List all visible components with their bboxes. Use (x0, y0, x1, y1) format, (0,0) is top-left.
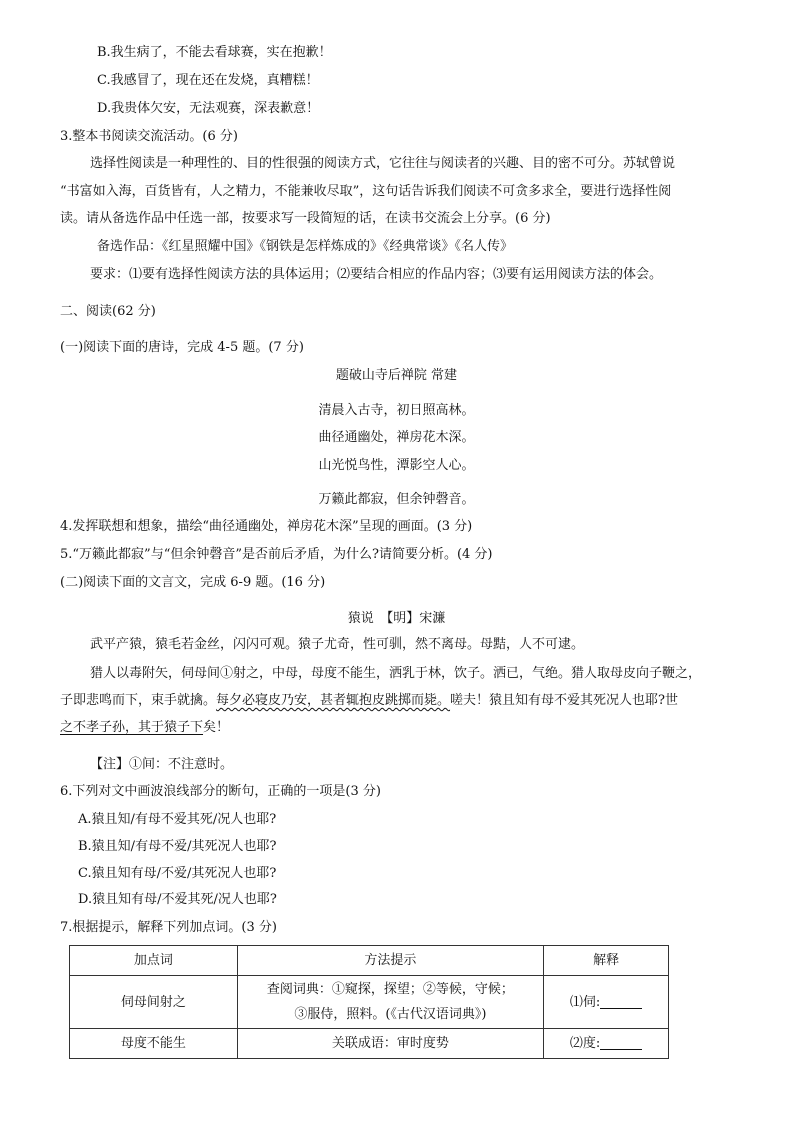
header-word: 加点词 (70, 946, 238, 976)
q3-para-line-3: 读。请从备选作品中任选一部，按要求写一段简短的话，在读书交流会上分享。(6 分) (60, 211, 551, 226)
row-word: 母度不能生 (70, 1029, 238, 1059)
section-heading: 二、阅读(62 分) (60, 304, 156, 319)
answer-label: ⑵度: (569, 1036, 601, 1051)
q6-option-a: A.猿且知/有母不爱其死/况人也耶? (78, 812, 277, 827)
q2-option-d: D.我贵体欠安，无法观赛，深表歉意！ (97, 101, 320, 116)
row-hint (237, 976, 543, 1029)
poem-line-2: 曲径通幽处，禅房花木深。 (318, 430, 475, 445)
passage-note: 【注】①间：不注意时。 (90, 757, 234, 772)
row-answer (544, 1029, 669, 1059)
q3-para-line-1: 选择性阅读是一种理性的、目的性很强的阅读方式，它往往与阅读者的兴趣、目的密不可分。苏轼曾说 (90, 156, 676, 171)
passage-text: 子即悲鸣而下，束手就擒。 (60, 693, 217, 708)
q6-option-d: D.猿且知有母/不爱其死/况人也耶? (78, 892, 277, 907)
passage-text: 矣！ (203, 720, 230, 735)
table-row (70, 976, 669, 1029)
answer-blank[interactable] (600, 996, 642, 1009)
table-row (70, 1029, 669, 1059)
row-word: 伺母间射之 (70, 976, 238, 1029)
answer-label: ⑴伺: (569, 994, 601, 1010)
q6-option-c: C.猿且知有母/不爱/其死况人也耶? (78, 866, 277, 881)
poem-title: 题破山寺后禅院 常建 (335, 368, 458, 383)
q3-requirements: 要求：⑴要有选择性阅读方法的具体运用；⑵要结合相应的作品内容；⑶要有运用阅读方法的体会。 (90, 267, 663, 282)
question-7: 7.根据提示，解释下列加点词。(3 分) (60, 920, 277, 935)
passage-para-2-line-3 (60, 721, 229, 734)
q2-option-c: C.我感冒了，现在还在发烧，真糟糕！ (97, 73, 319, 88)
question-4: 4.发挥联想和想象，描绘“曲径通幽处，禅房花木深”呈现的画面。(3 分) (60, 519, 473, 534)
passage-text: 嗟夫！猿且知有母不爱其死况人也耶?世 (450, 693, 679, 708)
wavy-underlined-text: 每夕必寝皮乃安，甚者辄抱皮跳掷而毙。 (216, 693, 451, 708)
q6-option-b: B.猿且知/有母不爱/其死况人也耶? (78, 839, 277, 854)
passage-para-2-line-1: 猎人以毒附矢，伺母间①射之，中母，母度不能生，洒乳于林，饮子。洒已，气绝。猎人取母皮向子鞭之， (90, 666, 702, 681)
q3-para-line-2: “书富如入海，百货皆有，人之精力，不能兼收尽取”，这句话告诉我们阅读不可贪多求全，要进行选择性阅 (60, 184, 672, 199)
question-5: 5.“万籁此都寂”与“但余钟磬音”是否前后矛盾，为什么?请简要分析。(4 分) (60, 547, 493, 562)
poem-line-3: 山光悦鸟性，潭影空人心。 (318, 458, 475, 473)
q3-title: 3.整本书阅读交流活动。(6 分) (60, 129, 238, 144)
poem-line-1: 清晨入古寺，初日照高林。 (318, 403, 475, 418)
row-hint: 关联成语：审时度势 (237, 1029, 543, 1059)
header-answer: 解释 (544, 946, 669, 976)
passage-para-1: 武平产猿，猿毛若金丝，闪闪可观。猿子尤奇，性可驯，然不离母。母黠，人不可逮。 (90, 637, 585, 652)
answer-blank[interactable] (600, 1037, 642, 1050)
q3-works: 备选作品：《红星照耀中国》《钢铁是怎样炼成的》《经典常谈》《名人传》 (97, 239, 514, 254)
underlined-text: 之不孝子孙，其于猿子下 (60, 720, 204, 735)
hint-line: ③服侍，照料。(《古代汉语词典》) (294, 1007, 487, 1022)
q2-option-b: B.我生病了，不能去看球赛，实在抱歉！ (97, 45, 332, 60)
q7-table (69, 945, 669, 1059)
part1-heading: (一)阅读下面的唐诗，完成 4-5 题。(7 分) (60, 340, 304, 355)
header-hint: 方法提示 (237, 946, 543, 976)
table-header-row (70, 946, 669, 976)
poem-line-4: 万籁此都寂，但余钟磬音。 (318, 492, 475, 507)
passage-para-2-line-2 (60, 694, 678, 707)
hint-line: 查阅词典：①窥探，探望；②等候，守候； (266, 982, 514, 997)
passage-title: 猿说 【明】宋濂 (347, 611, 446, 626)
row-answer (544, 976, 669, 1029)
question-6: 6.下列对文中画波浪线部分的断句，正确的一项是(3 分) (60, 784, 381, 799)
part2-heading: (二)阅读下面的文言文，完成 6-9 题。(16 分) (60, 575, 326, 590)
